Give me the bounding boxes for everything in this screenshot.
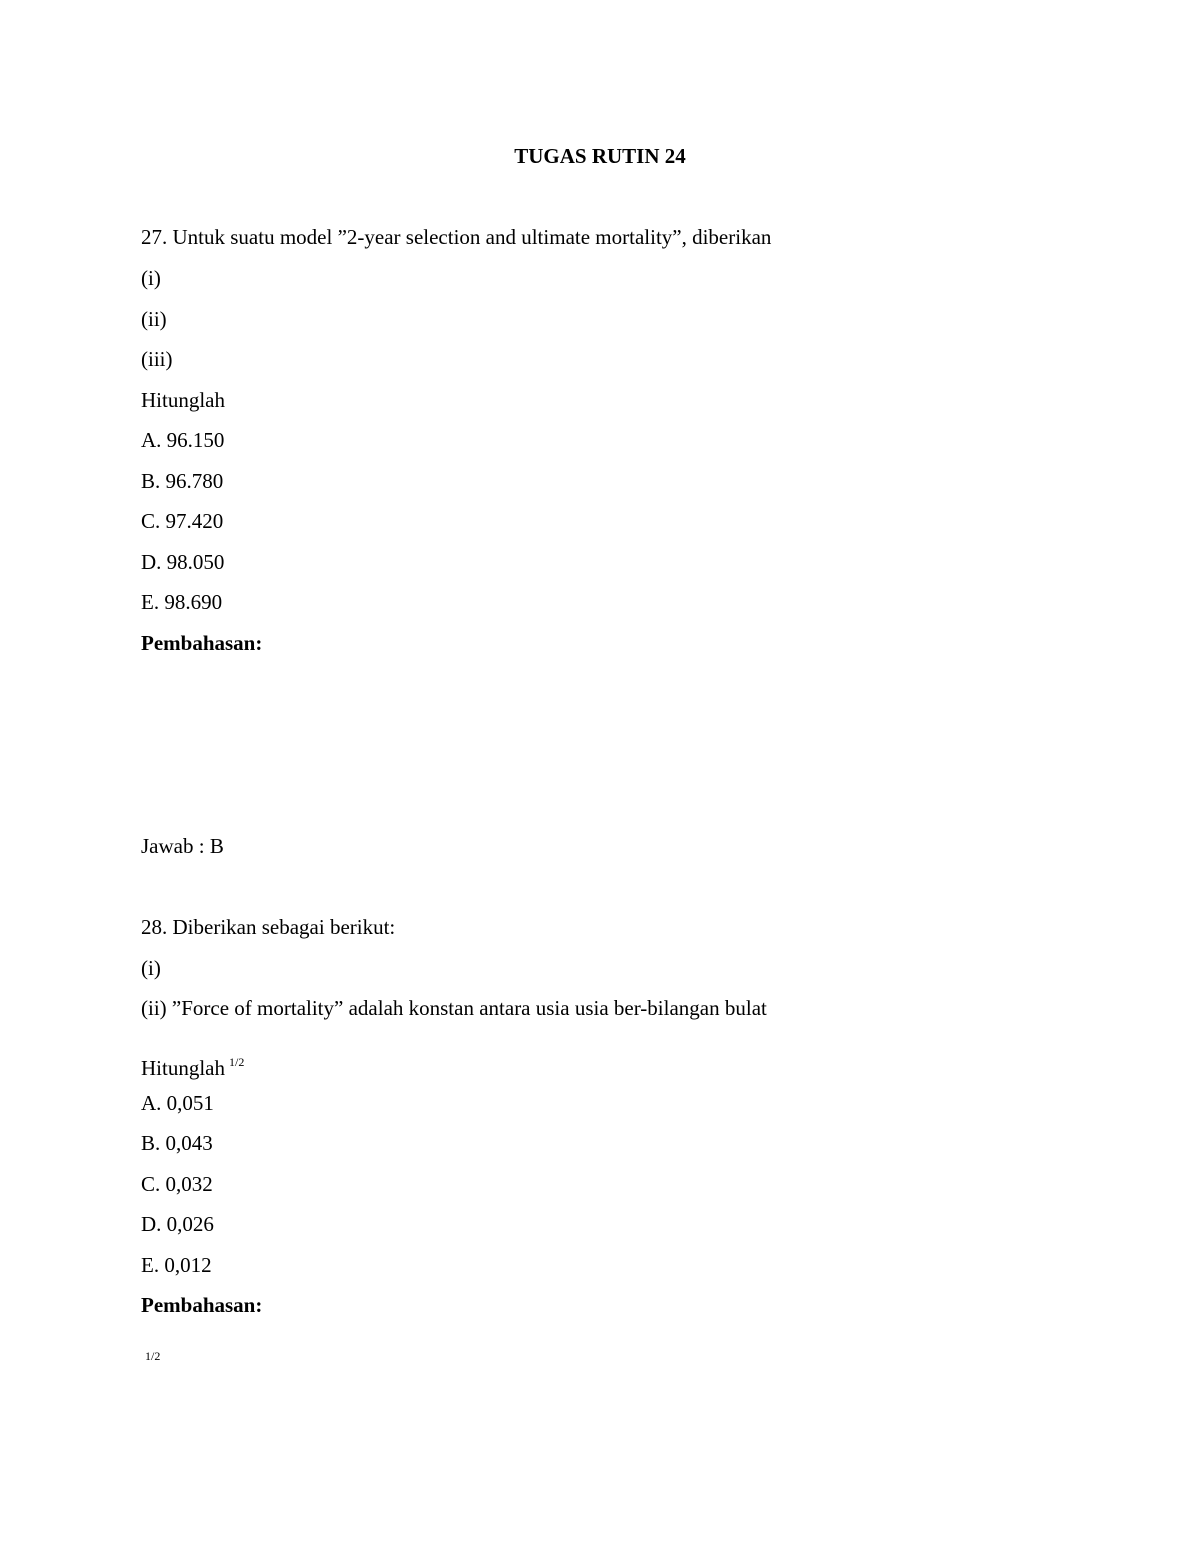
q27-discussion-label: Pembahasan: (141, 631, 263, 655)
question-28-text: 28. Diberikan sebagai berikut: (141, 915, 396, 939)
q27-prompt: Hitunglah (141, 388, 225, 412)
q27-answer: Jawab : B (141, 834, 224, 858)
q28-prompt: Hitunglah (141, 1056, 225, 1080)
q27-item-i: (i) (141, 266, 161, 290)
q27-item-ii: (ii) (141, 307, 167, 331)
page-title: TUGAS RUTIN 24 (514, 144, 686, 168)
q27-item-iii: (iii) (141, 347, 173, 371)
q28-option-c: C. 0,032 (141, 1172, 213, 1196)
q27-option-e: E. 98.690 (141, 590, 223, 614)
q28-option-a: A. 0,051 (141, 1091, 214, 1115)
q28-option-b: B. 0,043 (141, 1131, 213, 1155)
q27-option-b: B. 96.780 (141, 469, 224, 493)
q27-option-c: C. 97.420 (141, 509, 224, 533)
q28-item-i: (i) (141, 956, 161, 980)
question-27-text: 27. Untuk suatu model ”2-year selection and ultimate mortality”, diberikan (141, 225, 772, 249)
q28-option-d: D. 0,026 (141, 1212, 214, 1236)
q27-option-d: D. 98.050 (141, 550, 225, 574)
q27-option-a: A. 96.150 (141, 428, 225, 452)
q28-discussion-label: Pembahasan: (141, 1293, 263, 1317)
q28-prompt-line (141, 1049, 244, 1081)
q28-item-ii: (ii) ”Force of mortality” adalah konstan antara usia usia ber-bilangan bulat (141, 996, 767, 1020)
q28-discussion-fraction: 1/2 (145, 1349, 161, 1363)
q28-option-e: E. 0,012 (141, 1253, 212, 1277)
q28-prompt-fraction: 1/2 (229, 1055, 245, 1069)
